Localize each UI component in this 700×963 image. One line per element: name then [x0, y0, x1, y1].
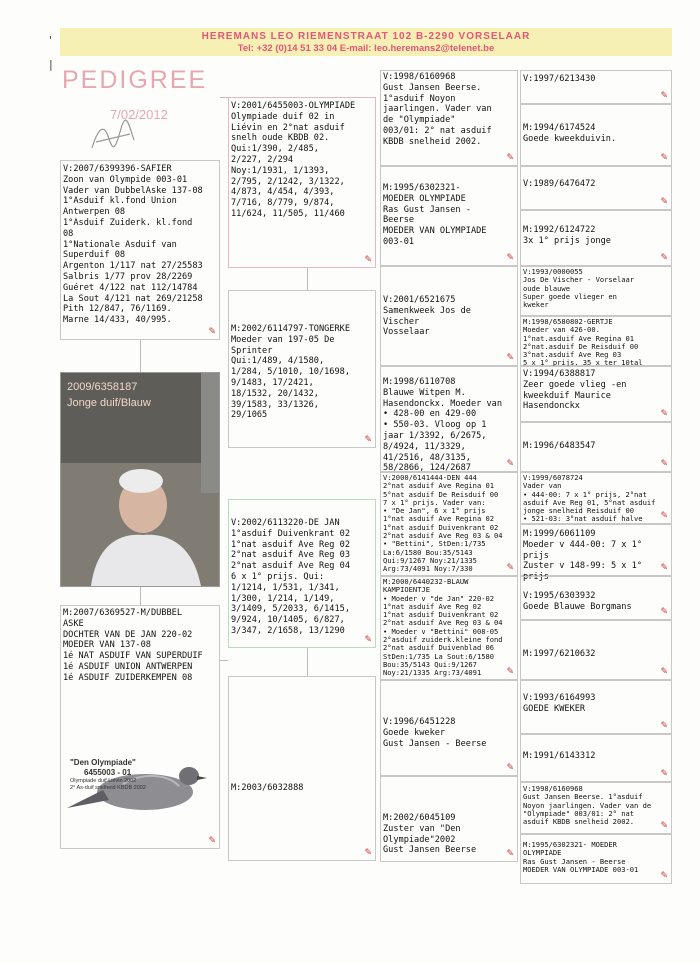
pedigree-entry-text: M:1995/6302321- MOEDER OLYMPIADE Ras Gust Jansen - Beerse MOEDER VAN OLYMPIADE 003-01 [383, 183, 487, 247]
pencil-icon: ✎ [660, 563, 668, 573]
pencil-icon: ✎ [506, 253, 514, 263]
pencil-icon: ✎ [660, 253, 668, 263]
gen4-entry-3 [520, 166, 672, 210]
header-banner [60, 28, 672, 56]
signature-icon [84, 118, 144, 158]
pedigree-entry-text: V:1999/6078724 Vader van • 444-00: 7 x 1° prijs, 2°nat asduif Ave Reg 01, 5°nat asduif jonge snelheid Reisduif 00 • 521-03: 3°nat asduif halve [523, 473, 656, 524]
pedigree-entry-text: M:1997/6210632 [523, 649, 596, 659]
gen4-entry-15 [520, 782, 672, 834]
edge-mark: | [49, 58, 53, 71]
granddam-paternal-card [228, 290, 376, 448]
pencil-icon: ✎ [506, 667, 514, 677]
gen4-entry-2 [520, 104, 672, 166]
pedigree-entry-text: M:1991/6143312 [523, 751, 596, 761]
pedigree-entry-text: M:1992/6124722 3x 1° prijs jonge [523, 225, 611, 246]
gen4-entry-9 [520, 472, 672, 524]
grandsire-paternal-card [228, 97, 376, 268]
edge-mark: ' [49, 34, 53, 47]
pedigree-entry-text: V:1998/6160968 Gust Jansen Beerse. 1°asduif Noyon jaarlingen. Vader van de "Olympiade" 003/01: 2° nat asduif KBDB snelheid 2002. [383, 72, 492, 147]
pencil-icon: ✎ [660, 607, 668, 617]
gen4-entry-12 [520, 620, 672, 680]
pencil-icon: ✎ [660, 409, 668, 419]
photo-color-label: Jonge duif/Blauw [67, 397, 151, 409]
connector-line [140, 587, 141, 605]
pencil-icon: ✎ [660, 667, 668, 677]
pedigree-entry-text: V:1994/6388817 Zeer goede vlieg -en kweekduif Maurice Hasendonckx [523, 369, 627, 412]
subject-dam-text: M:2007/6369527-M/DUBBEL ASKE DOCHTER VAN DE JAN 220-02 MOEDER VAN 137-08 1é NAT ASDUIF VAN SUPERDUIF 1é ASDUIF UNION ANTWERPEN 1é ASDUIF ZUIDERKEMPEN 08 [63, 608, 203, 683]
pedigree-date: 7/02/2012 [110, 107, 168, 122]
gen4-entry-16 [520, 834, 672, 884]
pencil-icon: ✎ [660, 197, 668, 207]
subject-sire-card [60, 160, 220, 340]
gen4-entry-6 [520, 316, 672, 366]
pencil-icon: ✎ [364, 255, 372, 265]
pencil-icon: ✎ [506, 563, 514, 573]
connector-line [307, 268, 308, 290]
pencil-icon: ✎ [506, 353, 514, 363]
pencil-icon: ✎ [660, 511, 668, 521]
connector-line [307, 648, 308, 676]
pencil-icon: ✎ [506, 153, 514, 163]
pencil-icon: ✎ [660, 91, 668, 101]
pencil-icon: ✎ [660, 459, 668, 469]
gen4-entry-14 [520, 734, 672, 782]
granddam-maternal-card [228, 676, 376, 861]
olympiade-title: "Den Olympiade" [70, 758, 136, 767]
pedigree-entry-text: V:1998/6160968 Gust Jansen Beerse. 1°asduif Noyon jaarlingen. Vader van de "Olympiade" 003/01: 2° nat asduif KBDB snelheid 2002. [523, 784, 652, 827]
gen3-entry-3 [380, 266, 518, 366]
gen4-entry-11 [520, 576, 672, 620]
connector-line [220, 660, 228, 661]
connector-line [220, 97, 228, 98]
pedigree-entry-text: M:2000/6440232-BLAUW KAMPIOENTJE • Moeder v "de Jan" 220-02 1°nat asduif Ave Reg 02 1°nat asduif Duivenkrant 02 2°nat asduif Ave Reg 03 & 04 • Moeder v "Bettini" 008-05 2°asduif zuiderk.kleine fond 2°nat asduif Duivenblad 06 StDen:1/735 La Sout:6/1580 Bou:35/5143 Qui:9/1267 Noy:21/1335 Arg:73/4091 [383, 577, 503, 678]
pedigree-entry-text: M:2002/6114797-TONGERKE Moeder van 197-05 De Sprinter Qui:1/489, 4/1580, 1/284, 5/1010, 10/1698, 9/1483, 17/2421, 18/1532, 20/1432, 39/1583, 33/1326, 29/1065 [231, 324, 350, 421]
gen3-entry-5 [380, 472, 518, 576]
pencil-icon: ✎ [660, 721, 668, 731]
pedigree-entry-text: M:2002/6045109 Zuster van "Den Olympiade"2002 Gust Jansen Beerse [383, 813, 477, 856]
pedigree-entry-text: M:1994/6174524 Goede kweekduivin. [523, 123, 617, 144]
gen3-entry-8 [380, 776, 518, 862]
pedigree-entry-text: M:1999/6061109 Moeder v 444-00: 7 x 1° prijs Zuster v 148-99: 5 x 1° prijs [523, 529, 642, 583]
pencil-icon: ✎ [660, 769, 668, 779]
gen3-entry-2 [380, 166, 518, 266]
pencil-icon: ✎ [208, 327, 216, 337]
pencil-icon: ✎ [506, 459, 514, 469]
subject-dam-card [60, 605, 220, 849]
pencil-icon: ✎ [364, 848, 372, 858]
gen4-entry-10 [520, 524, 672, 583]
subject-sire-text: V:2007/6399396-SAFIER Zoon van Olympide 003-01 Vader van DubbelAske 137-08 1°Asduif kl.fond Union Antwerpen 08 1°Asduif Zuiderk. kl.fond 08 1°Nationale Asduif van Superduif 08 Argenton 1/117 nat 27/25583 Salbris 1/77 prov 28/2269 Guéret 4/122 nat 112/14784 La Sout 4/121 nat 269/21258 Pith 12/847, 76/1169. Marne 14/433, 40/995. [63, 164, 203, 326]
pedigree-entry-text: V:1993/6164993 GOEDE KWEKER [523, 693, 596, 714]
gen4-entry-8 [520, 422, 672, 472]
pedigree-entry-text: V:1997/6213430 [523, 74, 596, 84]
gen4-entry-1 [520, 70, 672, 104]
pedigree-entry-text: V:2000/6141444-DEN 444 2°nat asduif Ave Regina 01 5°nat asduif De Reisduif 00 7 x 1° prijs. Vader van: • "De Jan", 6 x 1° prijs 1°nat asduif Ave Regina 02 1°nat asduif Duivenkrant 02 2°nat asduif Ave Reg 03 & 04 • "Bettini", StDen:1/735 La:6/1580 Bou:35/5143 Qui:9/1267 Noy:21/1335 Arg:73/4091 Noy:7/330 [383, 473, 503, 574]
pencil-icon: ✎ [364, 435, 372, 445]
pedigree-entry-text: M:1995/6302321- MOEDER OLYMPIADE Ras Gust Jansen - Beerse MOEDER VAN OLYMPIADE 003-01 [523, 840, 639, 874]
pencil-icon: ✎ [660, 153, 668, 163]
pedigree-entry-text: V:1993/0000055 Jos De Vischer - Vorselaar oude blauwe Super goede vlieger en kweker [523, 267, 635, 310]
pencil-icon: ✎ [208, 836, 216, 846]
pedigree-entry-text: V:2001/6455003-OLYMPIADE Olympiade duif 02 in Liévin en 2°nat asduif snelh oude KBDB 02. Qui:1/390, 2/485, 2/227, 2/294 Noy:1/1931, 1/1393, 2/795, 2/1242, 3/1322, 4/873, 4/454, 4/393, 7/716, 8/779, 9/874, 11/624, 11/505, 11/460 [231, 101, 356, 219]
grandsire-maternal-card [228, 499, 376, 648]
gen4-entry-13 [520, 680, 672, 734]
pencil-icon: ✎ [506, 763, 514, 773]
pencil-icon: ✎ [660, 871, 668, 881]
gen3-entry-7 [380, 680, 518, 776]
gen3-entry-4 [380, 366, 518, 472]
gen4-entry-7 [520, 366, 672, 422]
photo-ring-number: 2009/6358187 [67, 381, 138, 393]
gen3-entry-6 [380, 576, 518, 680]
pedigree-entry-text: M:1998/6580802-GERTJE Moeder van 426-00. 1°nat.asduif Ave Regina 01 2°nat.asduif De Reisduif 00 3°nat.asduif Ave Reg 03 5 x 1° prijs. 35 x ter 10tal [523, 317, 643, 368]
pedigree-entry-text: M:2003/6032888 [231, 783, 304, 793]
breeder-contact: Tel: +32 (0)14 51 33 04 E-mail: leo.heremans2@telenet.be [237, 43, 495, 54]
page-title: PEDIGREE [62, 66, 208, 94]
olympiade-caption: Olympiade duif Liévin 2002 2° As-duif snelheid KBDB 2002 [70, 778, 146, 791]
gen4-entry-4 [520, 210, 672, 266]
pedigree-entry-text: V:1996/6451228 Goede kweker Gust Jansen - Beerse [383, 717, 487, 749]
pencil-icon: ✎ [660, 821, 668, 831]
gen4-entry-5 [520, 266, 672, 316]
breeder-photo [60, 372, 220, 587]
pedigree-entry-text: V:1995/6303932 Goede Blauwe Borgmans [523, 591, 632, 612]
pedigree-entry-text: V:2002/6113220-DE JAN 1°asduif Duivenkrant 02 1°nat asduif Ave Reg 02 2°nat asduif Ave Reg 03 2°nat asduif Ave Reg 04 6 x 1° prijs. Qui: 1/1214, 1/531, 1/341, 1/300, 1/214, 1/149, 3/1409, 5/2033, 6/1415, 9/924, 10/1405, 6/827, 3/347, 2/1658, 13/1290 [231, 518, 350, 636]
connector-line [140, 340, 141, 372]
pedigree-entry-text: V:2001/6521675 Samenkweek Jos de Vischer Vosselaar [383, 295, 471, 338]
breeder-address: HEREMANS LEO RIEMENSTRAAT 102 B-2290 VORSELAAR [201, 31, 531, 42]
pedigree-entry-text: V:1989/6476472 [523, 179, 596, 189]
olympiade-ring-number: 6455003 - 01 [84, 768, 132, 777]
pencil-icon: ✎ [364, 635, 372, 645]
pencil-icon: ✎ [506, 849, 514, 859]
gen3-entry-1 [380, 70, 518, 166]
pedigree-entry-text: M:1998/6110708 Blauwe Witpen M. Hasendonckx. Moeder van • 428-00 en 429-00 • 550-03. Vloog op 1 jaar 1/3392, 6/2675, 8/4924, 11/3329, 41/2516, 48/3135, 58/2866, 124/2687 [383, 377, 502, 474]
pedigree-entry-text: M:1996/6483547 [523, 441, 596, 451]
